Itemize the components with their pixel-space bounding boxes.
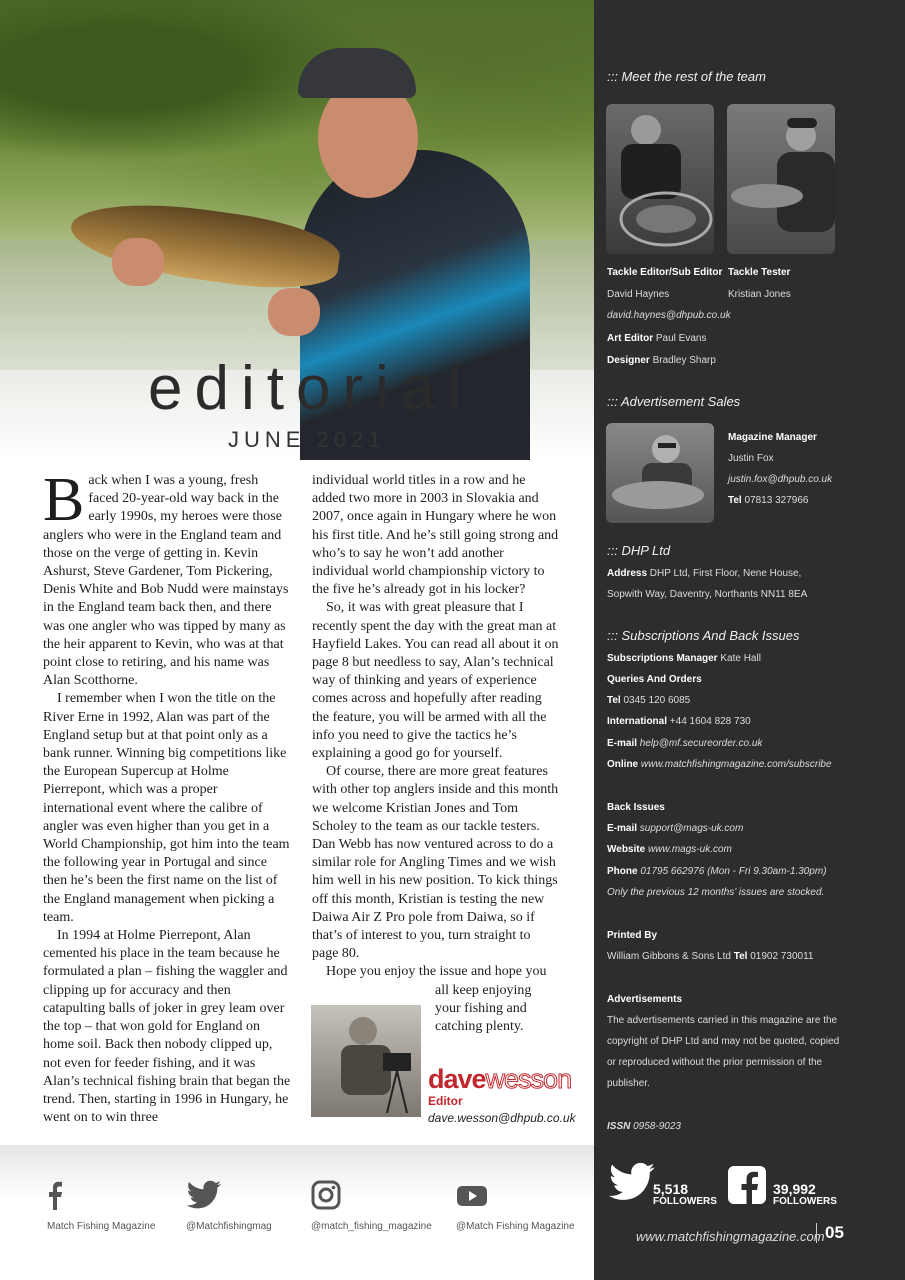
subs-tel-label: Tel xyxy=(607,695,621,706)
subs-email[interactable]: help@mf.secureorder.co.uk xyxy=(639,738,763,749)
subs-heading: ::: Subscriptions And Back Issues xyxy=(607,628,800,643)
back-issues-note: Only the previous 12 months’ issues are stocked. xyxy=(607,887,825,898)
subs-tel: 0345 120 6085 xyxy=(623,695,691,706)
angler-left-hand xyxy=(112,238,164,286)
social-twitter[interactable] xyxy=(186,1180,272,1232)
ad-manager-photo xyxy=(606,423,714,523)
social-youtube[interactable] xyxy=(456,1180,575,1232)
sidebar xyxy=(594,0,905,1280)
printed-heading: Printed By xyxy=(607,930,658,941)
closing-line: catching plenty. xyxy=(435,1019,524,1035)
closing-line: your fishing and xyxy=(435,1000,527,1016)
back-issues-heading: Back Issues xyxy=(607,802,665,813)
printer-tel-label: Tel xyxy=(733,951,748,962)
facebook-followers xyxy=(773,1182,837,1207)
article-column-2 xyxy=(312,472,560,1036)
tackle-editor-photo xyxy=(606,104,714,254)
editor-photo xyxy=(311,1005,421,1117)
ads-heading: ::: Advertisement Sales xyxy=(607,394,741,409)
drop-cap: B xyxy=(43,466,85,534)
intl-tel: +44 1604 828 730 xyxy=(669,716,751,727)
tackle-tester-role: Tackle Tester xyxy=(728,267,791,278)
address-line-2: Sopwith Way, Daventry, Northants NN11 8EA xyxy=(607,589,808,600)
paragraph: ack when I was a young, fresh faced 20-year-old way back in the early 1990s, my heroes were those anglers who were in the England team and those on the verge of getting in. Kevin Ashurst, Steve Gardener, Tom Pickering, Denis White and Bob Nudd were mainstays in the England team back then, and there was one angler who was tipped by many as the heir apparent to Kevin, who was at that point close to retiring, and his name was Alan Scotthorne. xyxy=(43,473,289,689)
tackle-tester-photo xyxy=(727,104,835,254)
phone-label: Phone xyxy=(607,866,638,877)
paragraph: Of course, there are more great features with other top anglers inside and this month we welcome Kristian Jones and Tom Scholey to the team as our tackle testers. Dan Webb has now ventured across to do a similar role for Angling Times and we wish him well in his new position. To kick things off this month, Kristian is testing the new Daiwa Air Z Pro pole from Daiwa, so if that’s of interest to you, turn straight to page 80. xyxy=(312,764,559,962)
twitter-label: FOLLOWERS xyxy=(653,1196,717,1207)
twitter-count: 5,518 xyxy=(653,1181,689,1197)
facebook-count: 39,992 xyxy=(773,1181,816,1197)
signature-email[interactable]: dave.wesson@dhpub.co.uk xyxy=(428,1111,576,1125)
adverts-line: The advertisements carried in this magazine are the xyxy=(607,1015,838,1026)
queries-label: Queries And Orders xyxy=(607,674,702,685)
adverts-heading: Advertisements xyxy=(607,994,683,1005)
signature-last-name: wesson xyxy=(485,1064,572,1094)
signature-first-name: dave xyxy=(428,1064,486,1094)
subs-manager-name: Kate Hall xyxy=(720,653,761,664)
issn-number: 0958-9023 xyxy=(633,1121,681,1132)
team-heading: ::: Meet the rest of the team xyxy=(607,69,766,84)
angler-right-hand xyxy=(268,288,320,336)
twitter-followers xyxy=(653,1182,717,1207)
designer-name: Bradley Sharp xyxy=(652,355,716,366)
ad-manager-role: Magazine Manager xyxy=(728,432,817,443)
tackle-tester-name: Kristian Jones xyxy=(728,289,791,300)
dhp-heading: ::: DHP Ltd xyxy=(607,543,671,558)
printer-name: William Gibbons & Sons Ltd xyxy=(607,951,731,962)
facebook-icon xyxy=(47,1197,63,1214)
paragraph: In 1994 at Holme Pierrepont, Alan cemented his place in the team because he formulated a plan – fishing the waggler and clipping up for accuracy and then catapulting balls of joker in grey leam over the top – that won gold for England on home soil. Back then nobody clipped up, not even for feeder fishing, and it was Alan’s technical fishing brain that began the trend. Then, starting in 1996 in Hungary, he went on to win three xyxy=(43,928,291,1126)
address-line-1: DHP Ltd, First Floor, Nene House, xyxy=(649,568,802,579)
youtube-icon xyxy=(456,1197,488,1214)
twitter-stat-icon[interactable] xyxy=(608,1162,656,1207)
art-editor-label: Art Editor xyxy=(607,333,654,344)
signature-role: Editor xyxy=(428,1094,463,1108)
phone-number: 01795 662976 xyxy=(640,866,705,877)
paragraph: I remember when I won the title on the River Erne in 1992, Alan was part of the England setup but at that point only as a bank runner. Winning big competitions like the European Supercup at Holme Pierrepont, which was a proper international event where the calibre of angler was even higher than you get in a World Championship, got him into the team the following year in Portugal and since then he’s been the first name on the list of the England management when picking a team. xyxy=(43,691,290,925)
website-label: Website xyxy=(607,844,646,855)
printer-tel: 01902 730011 xyxy=(750,951,814,962)
subs-online-link[interactable]: www.matchfishingmagazine.com/subscribe xyxy=(640,759,832,770)
ad-tel-label: Tel xyxy=(728,495,742,506)
designer-label: Designer xyxy=(607,355,650,366)
issn-label: ISSN xyxy=(607,1121,631,1132)
closing-line: all keep enjoying xyxy=(435,982,532,998)
tackle-editor-email[interactable]: david.haynes@dhpub.co.uk xyxy=(607,310,731,321)
social-label: Match Fishing Magazine xyxy=(47,1221,156,1232)
facebook-stat-icon[interactable] xyxy=(728,1166,766,1204)
editor-signature xyxy=(428,1066,576,1125)
twitter-icon xyxy=(186,1197,222,1214)
tackle-editor-name: David Haynes xyxy=(607,289,670,300)
ad-tel: 07813 327966 xyxy=(744,495,809,506)
social-label: @Match Fishing Magazine xyxy=(456,1221,575,1232)
subs-email-label: E-mail xyxy=(607,738,638,749)
website-footer-link[interactable]: www.matchfishingmagazine.com xyxy=(636,1229,825,1244)
art-editor-name: Paul Evans xyxy=(655,333,707,344)
page-title: editorial xyxy=(148,354,474,423)
subs-manager-label: Subscriptions Manager xyxy=(607,653,718,664)
issue-date: JUNE 2021 xyxy=(228,427,386,452)
social-label: @match_fishing_magazine xyxy=(311,1221,432,1232)
address-label: Address xyxy=(607,568,648,579)
adverts-line: publisher. xyxy=(607,1078,650,1089)
social-instagram[interactable] xyxy=(311,1180,432,1232)
angler-cap xyxy=(298,48,416,98)
phone-hours: (Mon - Fri 9.30am-1.30pm) xyxy=(707,866,827,877)
hero-photo xyxy=(0,0,594,460)
instagram-icon xyxy=(311,1197,341,1214)
ad-manager-name: Justin Fox xyxy=(728,453,774,464)
intl-label: International xyxy=(607,716,668,727)
page-number: 05 xyxy=(816,1223,844,1243)
social-label: @Matchfishingmag xyxy=(186,1221,272,1232)
paragraph: So, it was with great pleasure that I recently spent the day with the great man at Hayfield Lakes. You can read all about it on page 8 but needless to say, Alan’s technical way of thinking and years of experience comes across and hopefully after reading the feature, you will be armed with all the info you need to give the tactics he’s explaining a good go for yourself. xyxy=(312,600,559,762)
back-email-label: E-mail xyxy=(607,823,638,834)
paragraph: Hope you enjoy the issue and hope you xyxy=(326,964,547,980)
back-email[interactable]: support@mags-uk.com xyxy=(639,823,744,834)
adverts-line: or reproduced without the prior permission of the xyxy=(607,1057,823,1068)
adverts-line: copyright of DHP Ltd and may not be quoted, copied xyxy=(607,1036,840,1047)
facebook-label: FOLLOWERS xyxy=(773,1196,837,1207)
website-link[interactable]: www.mags-uk.com xyxy=(647,844,732,855)
tackle-editor-role: Tackle Editor/Sub Editor xyxy=(607,267,723,278)
paragraph: individual world titles in a row and he added two more in 2003 in Slovakia and 2007, once again in Hungary where he won his first title. And he’s still going strong and who’s to say he won’t add another individual world championship victory to the five he’s already got in his locker? xyxy=(312,473,559,598)
article-column-1 xyxy=(43,466,291,1127)
social-facebook[interactable] xyxy=(47,1180,155,1232)
ad-manager-email[interactable]: justin.fox@dhpub.co.uk xyxy=(728,474,833,485)
online-label: Online xyxy=(607,759,639,770)
